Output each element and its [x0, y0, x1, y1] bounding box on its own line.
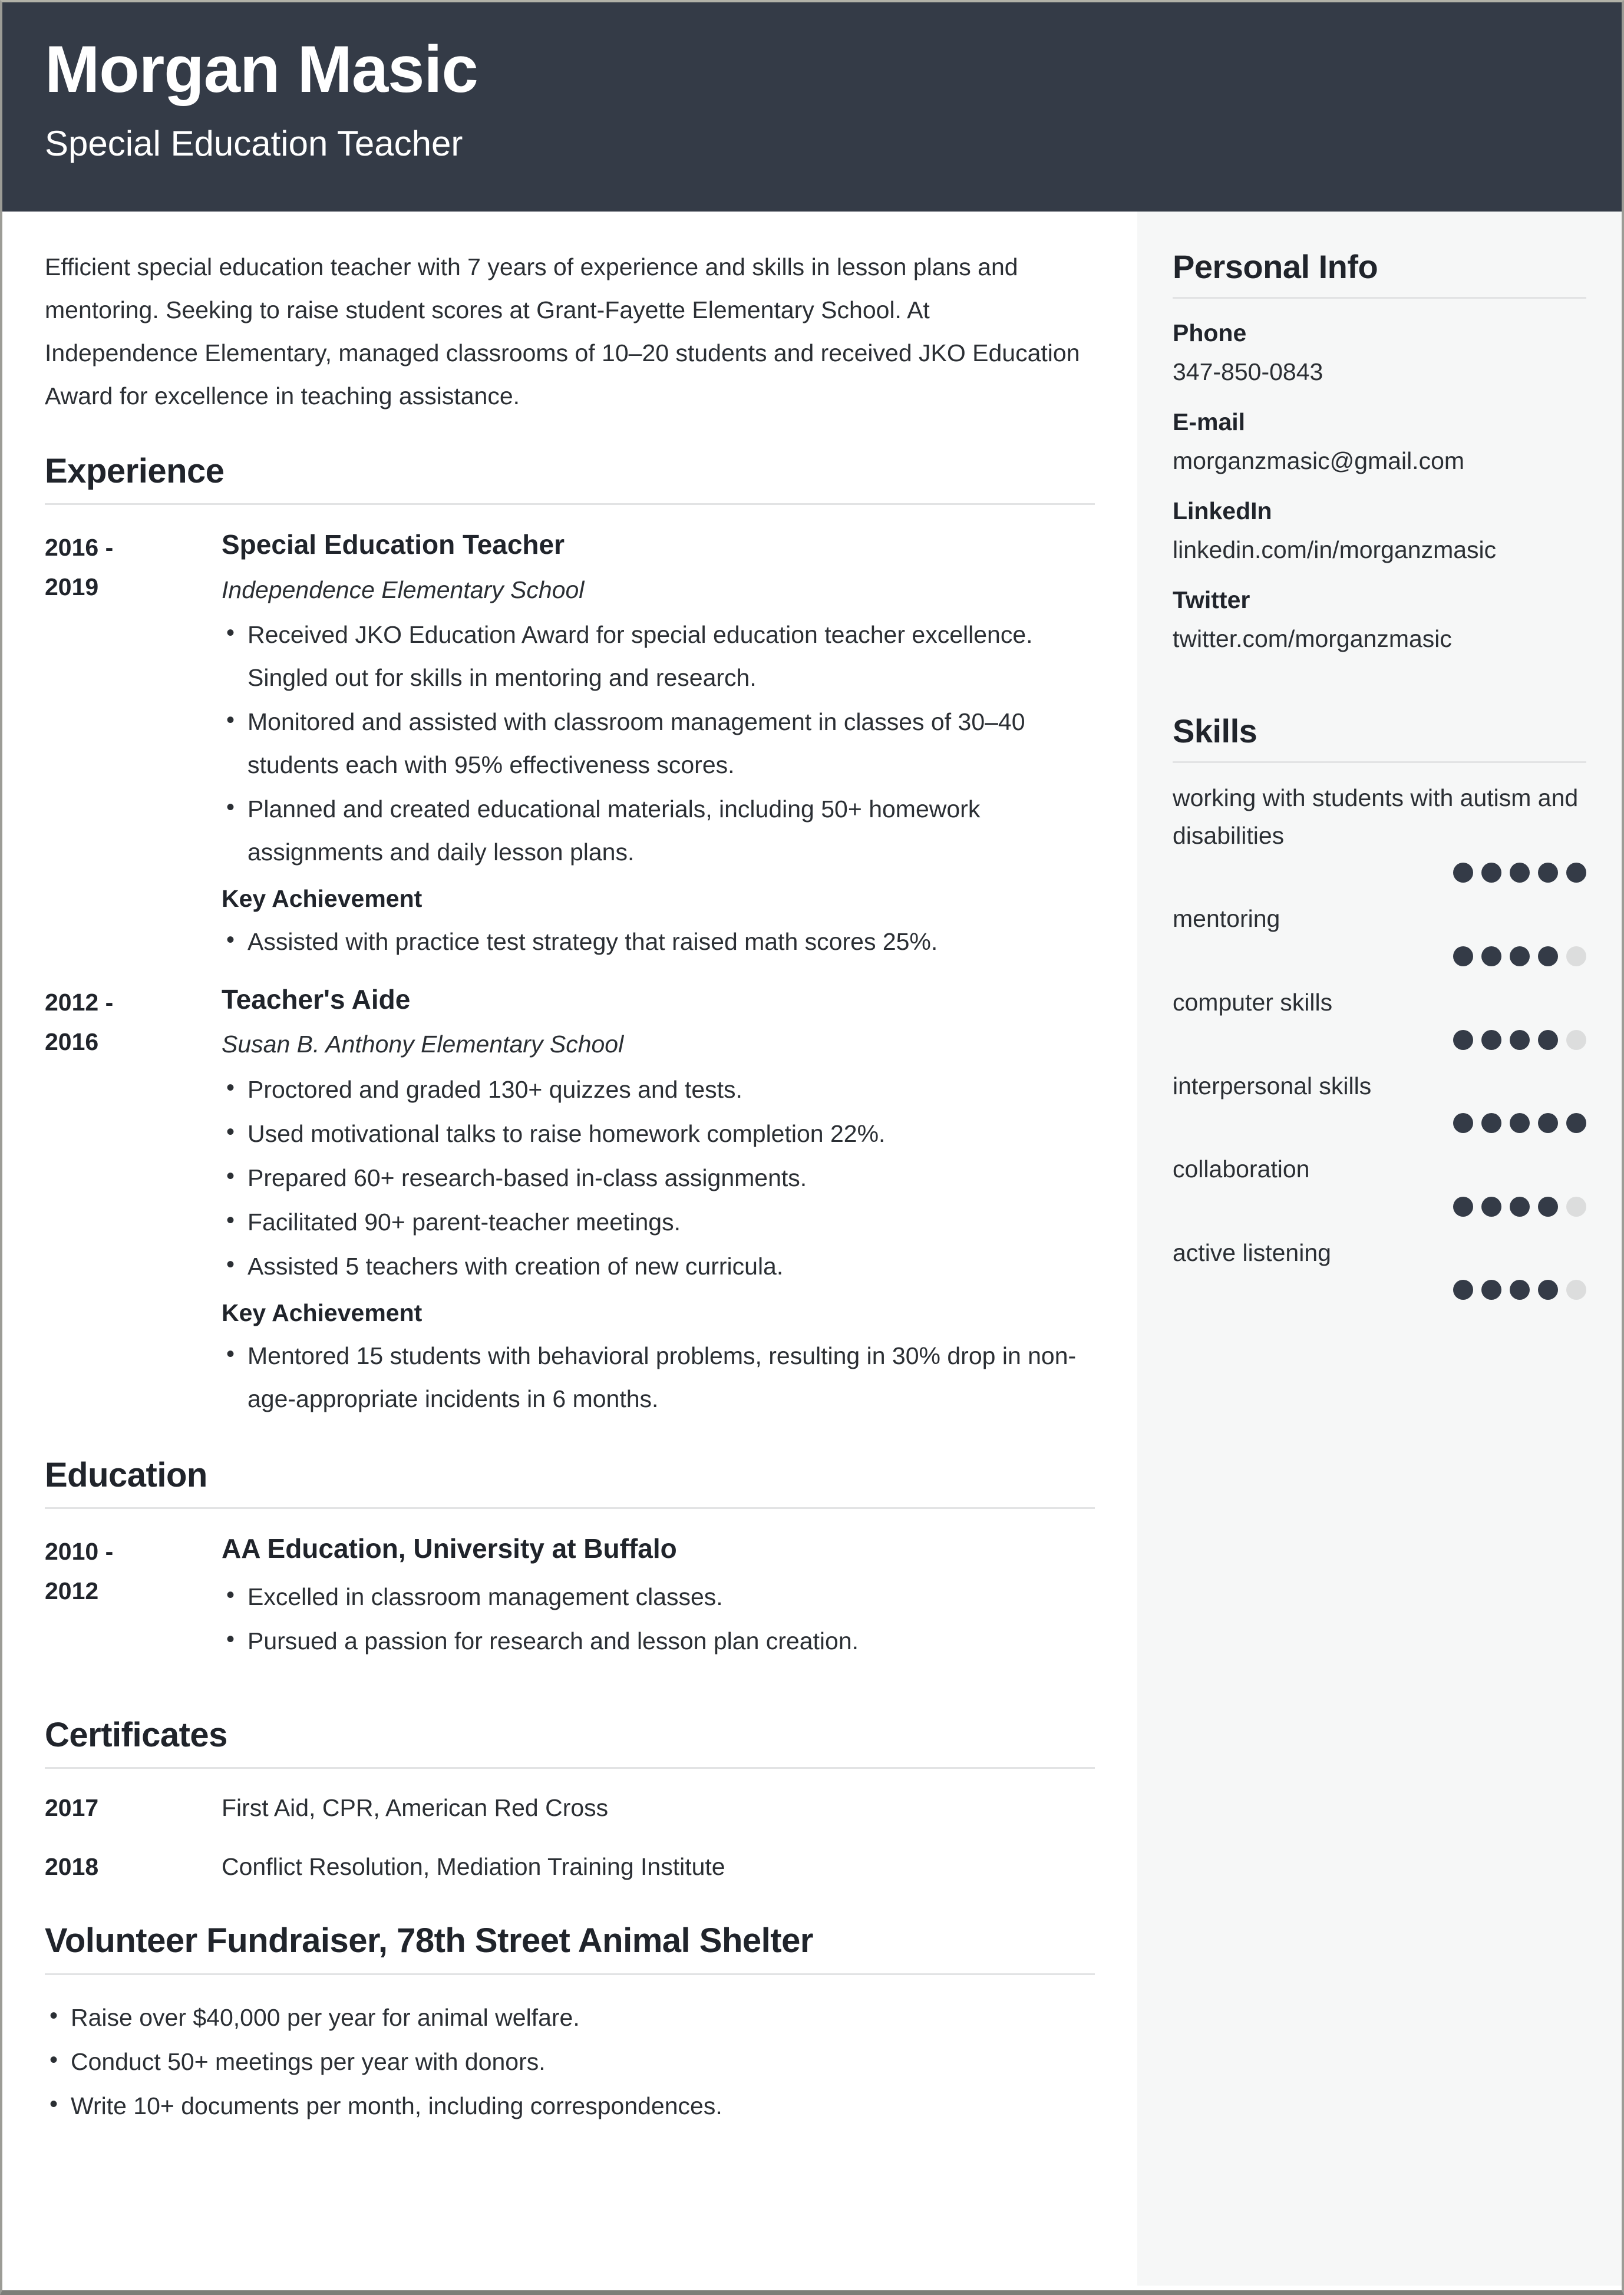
rating-dot-filled — [1453, 1030, 1473, 1050]
skill-label: mentoring — [1173, 905, 1280, 933]
sidebar-divider — [1173, 297, 1586, 299]
volunteer-list — [45, 1996, 1095, 2128]
certificate-row — [45, 1849, 1095, 1885]
rating-dot-filled — [1510, 1030, 1530, 1050]
rating-dot-filled — [1566, 1113, 1586, 1133]
date-start: 2016 - — [45, 534, 114, 562]
personal-info-list — [1173, 315, 1586, 657]
date-end: 2012 — [45, 1577, 99, 1604]
list-item: • Monitored and assisted with classroom management in classes of 30–40 students each with 95% effectiveness scores. — [222, 701, 1095, 787]
rating-dot-empty — [1566, 1030, 1586, 1050]
skill-rating — [1173, 1197, 1586, 1217]
skill-label: active listening — [1173, 1239, 1331, 1266]
skill-label: working with students with autism and disabilities — [1173, 784, 1579, 849]
candidate-name: Morgan Masic — [45, 32, 478, 106]
sidebar-heading-skills: Skills — [1173, 712, 1257, 750]
list-item: • Excelled in classroom management classes. — [222, 1576, 1095, 1619]
list-item: • Pursued a passion for research and lesson plan creation. — [222, 1620, 1095, 1663]
job-title: Special Education Teacher — [222, 529, 565, 560]
degree-title: AA Education, University at Buffalo — [222, 1533, 677, 1564]
resume-header — [2, 2, 1622, 212]
skills-list — [1173, 780, 1586, 1300]
rating-dot-filled — [1538, 946, 1558, 966]
rating-dot-filled — [1481, 1197, 1501, 1217]
resume-body — [2, 212, 1622, 2286]
main-column — [2, 212, 1137, 2286]
section-divider — [45, 1767, 1095, 1769]
list-item: • Mentored 15 students with behavioral problems, resulting in 30% drop in non-age-appropriate incidents in 6 months. — [222, 1335, 1095, 1421]
entry-content — [222, 1530, 1095, 1663]
certificate-name: First Aid, CPR, American Red Cross — [222, 1794, 609, 1822]
certificate-name: Conflict Resolution, Mediation Training Institute — [222, 1852, 725, 1880]
skill-item — [1173, 780, 1586, 883]
section-heading-certificates: Certificates — [45, 1715, 227, 1754]
list-item: • Assisted with practice test strategy that raised math scores 25%. — [222, 920, 1095, 963]
list-item: • Prepared 60+ research-based in-class assignments. — [222, 1157, 1095, 1200]
employer-name: Independence Elementary School — [222, 576, 585, 603]
rating-dot-filled — [1510, 1280, 1530, 1300]
skill-label: computer skills — [1173, 989, 1333, 1016]
rating-dot-filled — [1510, 1197, 1530, 1217]
skill-rating — [1173, 1030, 1586, 1050]
skill-item — [1173, 984, 1586, 1050]
section-heading-experience: Experience — [45, 451, 225, 490]
date-start: 2010 - — [45, 1538, 114, 1566]
skill-item — [1173, 1234, 1586, 1300]
list-item: • Assisted 5 teachers with creation of new curricula. — [222, 1245, 1095, 1288]
rating-dot-filled — [1538, 1197, 1558, 1217]
rating-dot-filled — [1538, 1030, 1558, 1050]
rating-dot-filled — [1481, 1030, 1501, 1050]
info-label-linkedin: LinkedIn — [1173, 497, 1272, 525]
education-entry — [45, 1530, 1095, 1663]
rating-dot-filled — [1538, 863, 1558, 883]
professional-summary: Efficient special education teacher with 7 years of experience and skills in lesson plans and mentoring. Seeking to raise student scores at Grant-Fayette Elementary School. At Independence Elementary, managed classrooms of 10–20 students and received JKO Education Award for excellence in teaching assistance. — [45, 253, 1080, 410]
info-value-twitter[interactable]: twitter.com/morganzmasic — [1173, 625, 1452, 652]
certificate-row — [45, 1790, 1095, 1827]
date-end: 2016 — [45, 1028, 99, 1055]
info-value-linkedin[interactable]: linkedin.com/in/morganzmasic — [1173, 536, 1497, 563]
rating-dot-empty — [1566, 1280, 1586, 1300]
section-divider — [45, 1507, 1095, 1509]
list-item: • Write 10+ documents per month, including correspondences. — [45, 2085, 1095, 2128]
education-detail-list — [222, 1576, 1095, 1663]
sidebar-divider — [1173, 761, 1586, 763]
list-item: • Raise over $40,000 per year for animal welfare. — [45, 1996, 1095, 2039]
info-value-email[interactable]: morganzmasic@gmail.com — [1173, 447, 1465, 474]
rating-dot-filled — [1453, 1197, 1473, 1217]
list-item: • Facilitated 90+ parent-teacher meetings. — [222, 1201, 1095, 1244]
skills-section — [1173, 711, 1586, 1300]
experience-list — [45, 526, 1095, 1421]
info-label-phone: Phone — [1173, 319, 1247, 347]
key-achievement-list — [222, 1335, 1095, 1421]
rating-dot-filled — [1510, 863, 1530, 883]
entry-date-range — [45, 1530, 222, 1610]
skill-rating — [1173, 1280, 1586, 1300]
skill-label: collaboration — [1173, 1155, 1310, 1183]
skill-rating — [1173, 946, 1586, 966]
skill-rating — [1173, 1113, 1586, 1133]
rating-dot-filled — [1481, 946, 1501, 966]
section-heading-education: Education — [45, 1455, 207, 1494]
rating-dot-filled — [1453, 1280, 1473, 1300]
section-heading-volunteer: Volunteer Fundraiser, 78th Street Animal Shelter — [45, 1921, 813, 1960]
rating-dot-filled — [1538, 1113, 1558, 1133]
sidebar-heading-personal-info: Personal Info — [1173, 248, 1378, 285]
rating-dot-filled — [1538, 1280, 1558, 1300]
info-value-phone[interactable]: 347-850-0843 — [1173, 358, 1323, 385]
rating-dot-filled — [1481, 1280, 1501, 1300]
candidate-job-title: Special Education Teacher — [45, 124, 463, 163]
rating-dot-filled — [1566, 863, 1586, 883]
key-achievement-label: Key Achievement — [222, 884, 422, 912]
list-item: • Proctored and graded 130+ quizzes and tests. — [222, 1068, 1095, 1111]
entry-content — [222, 526, 1095, 965]
certificate-year: 2017 — [45, 1794, 99, 1822]
skill-item — [1173, 900, 1586, 966]
date-start: 2012 - — [45, 989, 114, 1016]
skill-rating — [1173, 863, 1586, 883]
entry-date-range — [45, 526, 222, 606]
skill-label: interpersonal skills — [1173, 1072, 1372, 1099]
responsibility-list — [222, 1068, 1095, 1288]
rating-dot-empty — [1566, 946, 1586, 966]
responsibility-list — [222, 613, 1095, 874]
skill-item — [1173, 1068, 1586, 1134]
key-achievement-list — [222, 920, 1095, 963]
list-item: • Received JKO Education Award for special education teacher excellence. Singled out for skills in mentoring and research. — [222, 613, 1095, 699]
rating-dot-filled — [1510, 1113, 1530, 1133]
experience-entry — [45, 526, 1095, 965]
sidebar-column — [1137, 212, 1622, 2286]
info-label-email: E-mail — [1173, 408, 1246, 436]
entry-content — [222, 981, 1095, 1422]
list-item: • Used motivational talks to raise homework completion 22%. — [222, 1112, 1095, 1155]
certificates-list — [45, 1790, 1095, 1885]
entry-date-range — [45, 981, 222, 1061]
rating-dot-empty — [1566, 1197, 1586, 1217]
date-end: 2019 — [45, 573, 99, 600]
rating-dot-filled — [1481, 863, 1501, 883]
key-achievement-label: Key Achievement — [222, 1299, 422, 1326]
list-item: • Conduct 50+ meetings per year with donors. — [45, 2040, 1095, 2083]
job-title: Teacher's Aide — [222, 984, 411, 1015]
experience-entry — [45, 981, 1095, 1422]
rating-dot-filled — [1453, 1113, 1473, 1133]
rating-dot-filled — [1481, 1113, 1501, 1133]
section-divider — [45, 1973, 1095, 1975]
certificate-year: 2018 — [45, 1852, 99, 1880]
employer-name: Susan B. Anthony Elementary School — [222, 1031, 624, 1058]
rating-dot-filled — [1453, 946, 1473, 966]
rating-dot-filled — [1510, 946, 1530, 966]
skill-item — [1173, 1151, 1586, 1217]
info-label-twitter: Twitter — [1173, 586, 1250, 614]
rating-dot-filled — [1453, 863, 1473, 883]
list-item: • Planned and created educational materials, including 50+ homework assignments and daily lesson plans. — [222, 788, 1095, 874]
section-divider — [45, 503, 1095, 505]
